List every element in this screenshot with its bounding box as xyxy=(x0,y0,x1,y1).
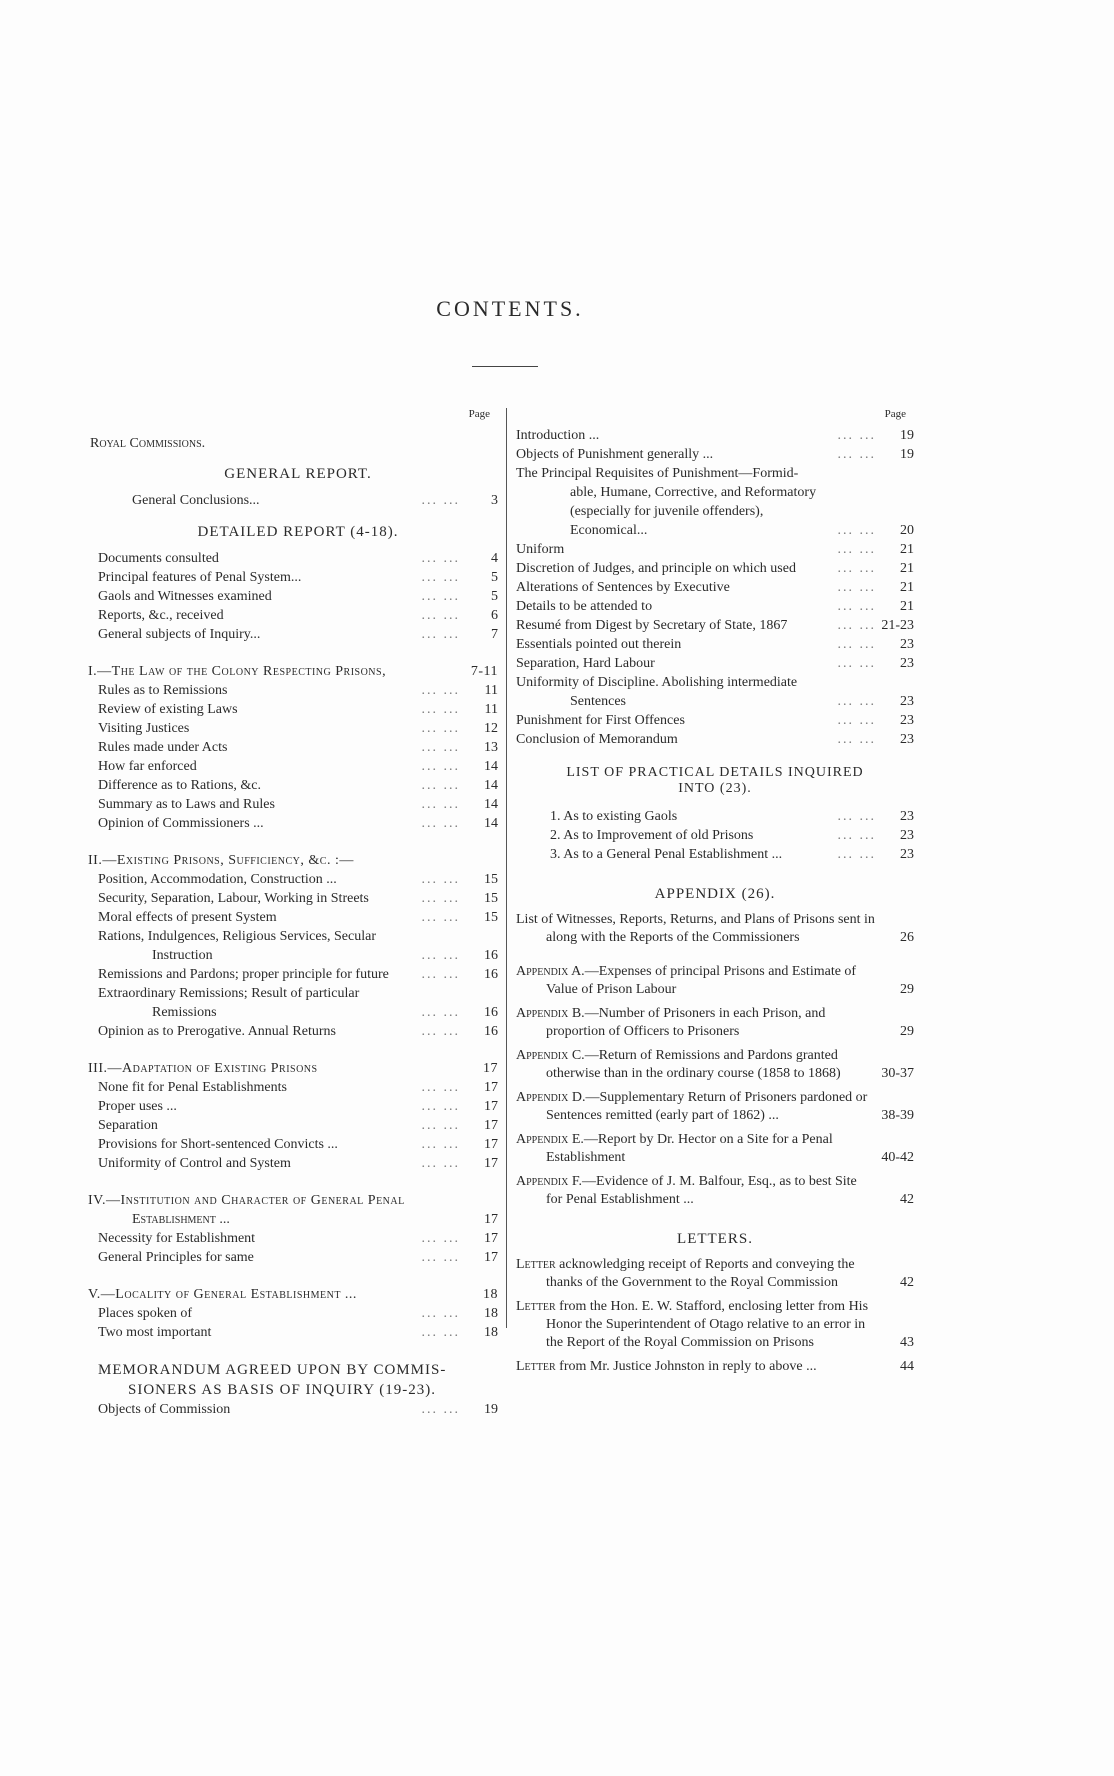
toc-entry-page: 17 xyxy=(484,1137,498,1152)
toc-entry-page: 12 xyxy=(484,721,498,736)
left-column xyxy=(88,408,498,1419)
toc-entry-title: Objects of Commission xyxy=(98,1402,231,1417)
toc-entry xyxy=(98,681,498,700)
toc-entry-title: Discretion of Judges, and principle on which used xyxy=(516,561,796,576)
toc-entry-page: 23 xyxy=(900,694,914,709)
toc-entry-title: Visiting Justices xyxy=(98,721,190,736)
toc-entry-page: 44 xyxy=(900,1359,914,1374)
toc-entry xyxy=(516,464,914,483)
toc-entry-page: 14 xyxy=(484,797,498,812)
toc-entry-title: How far enforced xyxy=(98,759,197,774)
leader-dots: ... ... xyxy=(421,493,460,508)
leader-dots: ... ... xyxy=(421,797,460,812)
toc-entry xyxy=(98,1323,498,1342)
section-4-cont-title: Establishment ... xyxy=(132,1212,230,1227)
toc-entry xyxy=(98,738,498,757)
toc-entry xyxy=(516,502,914,540)
leader-dots: ... ... xyxy=(837,828,876,843)
memorandum-list xyxy=(98,1400,498,1419)
toc-entry-page: 4 xyxy=(491,551,498,566)
section-5-page: 18 xyxy=(483,1287,498,1302)
leader-dots: ... ... xyxy=(421,1080,460,1095)
toc-entry-title: Separation xyxy=(98,1118,158,1133)
entry-lead: Appendix B. xyxy=(516,1006,585,1021)
practical-details-list xyxy=(516,807,914,864)
toc-entry-page: 16 xyxy=(484,1024,498,1039)
toc-entry xyxy=(516,445,914,464)
section-3-title: III.—Adaptation of Existing Prisons xyxy=(88,1061,318,1076)
appendix-list-page: 26 xyxy=(900,930,914,945)
general-report-heading: GENERAL REPORT. xyxy=(224,466,372,482)
leader-dots: ... ... xyxy=(421,778,460,793)
entry-text: —Number of Prisoners in each Prison, and proportion of Officers to Prisoners xyxy=(546,1006,826,1039)
leader-dots: ... ... xyxy=(421,872,460,887)
toc-entry-title xyxy=(516,1131,876,1167)
leader-dots: ... ... xyxy=(421,570,460,585)
section-5-list xyxy=(98,1304,498,1342)
toc-entry-page: 16 xyxy=(484,967,498,982)
entry-text: from the Hon. E. W. Stafford, enclosing letter from His Honor the Superintendent of Otago relative to an error in the Report of the Royal Commission on Prisons xyxy=(546,1299,869,1350)
toc-entry xyxy=(516,807,914,826)
page-label-right: Page xyxy=(884,408,906,420)
page-label: Page xyxy=(468,408,490,420)
toc-entry-page: 15 xyxy=(484,891,498,906)
toc-entry xyxy=(98,795,498,814)
section-5-title: V.—Locality of General Establishment ... xyxy=(88,1287,357,1302)
toc-entry-title: Punishment for First Offences xyxy=(516,713,685,728)
toc-entry xyxy=(516,963,914,999)
toc-entry-title: Uniformity of Control and System xyxy=(98,1156,291,1171)
toc-entry-title: The Principal Requisites of Punishment—Formid- xyxy=(516,466,799,481)
toc-entry-page: 21 xyxy=(900,542,914,557)
toc-entry-page: 19 xyxy=(484,1402,498,1417)
toc-entry-page: 23 xyxy=(900,809,914,824)
appendix-list xyxy=(516,963,914,1209)
toc-entry xyxy=(516,616,914,635)
leader-dots: ... ... xyxy=(421,1402,460,1417)
section-1-page: 7-11 xyxy=(470,664,498,679)
toc-entry xyxy=(516,654,914,673)
section-1-list xyxy=(98,681,498,833)
toc-entry xyxy=(98,625,498,644)
toc-entry-page: 5 xyxy=(491,589,498,604)
leader-dots: ... ... xyxy=(837,599,876,614)
toc-entry-title: General Conclusions... xyxy=(132,493,260,508)
section-4-cont-page: 17 xyxy=(484,1212,498,1227)
leader-dots: ... ... xyxy=(421,816,460,831)
toc-entry xyxy=(98,700,498,719)
toc-entry xyxy=(516,635,914,654)
toc-entry-title xyxy=(516,1358,876,1376)
toc-entry-page: 17 xyxy=(484,1156,498,1171)
memorandum-continued-list xyxy=(516,426,914,749)
entry-text: —Return of Remissions and Pardons granted otherwise than in the ordinary course (1858 to 1868) xyxy=(546,1048,841,1081)
letters-list xyxy=(516,1256,914,1376)
toc-entry-title xyxy=(516,1005,876,1041)
toc-entry xyxy=(98,776,498,795)
toc-entry xyxy=(516,730,914,749)
toc-entry xyxy=(516,540,914,559)
toc-entry xyxy=(98,814,498,833)
leader-dots: ... ... xyxy=(421,1250,460,1265)
toc-entry xyxy=(516,692,914,711)
section-4-heading: IV.—Institution and Character of General Penal xyxy=(88,1193,405,1208)
leader-dots: ... ... xyxy=(421,910,460,925)
toc-entry-title: Places spoken of xyxy=(98,1306,193,1321)
toc-entry-title: Provisions for Short-sentenced Convicts ... xyxy=(98,1137,338,1152)
toc-entry-page: 20 xyxy=(900,523,914,538)
leader-dots: ... ... xyxy=(421,1137,460,1152)
toc-entry-title: Position, Accommodation, Construction ... xyxy=(98,872,337,887)
toc-entry-page: 14 xyxy=(484,816,498,831)
practical-details-heading xyxy=(516,765,914,797)
section-1-heading xyxy=(88,662,498,681)
toc-entry-title: Extraordinary Remissions; Result of particular xyxy=(98,986,360,1001)
toc-entry-title: 2. As to Improvement of old Prisons xyxy=(550,828,754,843)
toc-entry-page: 16 xyxy=(484,1005,498,1020)
toc-entry-title: Review of existing Laws xyxy=(98,702,238,717)
general-report-list xyxy=(98,491,498,510)
toc-entry-page: 19 xyxy=(900,447,914,462)
toc-entry-title: Resumé from Digest by Secretary of State, 1867 xyxy=(516,618,788,633)
entry-text: —Evidence of J. M. Balfour, Esq., as to best Site for Penal Establishment ... xyxy=(546,1174,857,1207)
toc-entry xyxy=(98,1229,498,1248)
toc-entry-title: Reports, &c., received xyxy=(98,608,224,623)
toc-entry-page: 23 xyxy=(900,732,914,747)
toc-entry-title: Rules made under Acts xyxy=(98,740,228,755)
toc-entry xyxy=(516,1005,914,1041)
toc-entry-title: Separation, Hard Labour xyxy=(516,656,655,671)
toc-entry-title xyxy=(516,1298,876,1352)
toc-entry-page: 42 xyxy=(900,1275,914,1290)
toc-entry-page: 38-39 xyxy=(881,1108,914,1123)
toc-entry-title: Alterations of Sentences by Executive xyxy=(516,580,730,595)
toc-entry-title xyxy=(516,1256,876,1292)
toc-entry-title: Opinion of Commissioners ... xyxy=(98,816,264,831)
toc-entry xyxy=(98,1078,498,1097)
toc-entry-page: 17 xyxy=(484,1080,498,1095)
toc-entry-title: Objects of Punishment generally ... xyxy=(516,447,714,462)
title-rule xyxy=(472,366,538,367)
toc-entry-page: 42 xyxy=(900,1192,914,1207)
memorandum-heading-line1: MEMORANDUM AGREED UPON BY COMMIS- xyxy=(98,1362,447,1378)
toc-entry xyxy=(516,1047,914,1083)
letters-heading: LETTERS. xyxy=(677,1231,753,1247)
toc-entry-title: Essentials pointed out therein xyxy=(516,637,682,652)
toc-entry-title xyxy=(516,1047,876,1083)
toc-entry xyxy=(516,1256,914,1292)
toc-entry-title: General subjects of Inquiry... xyxy=(98,627,261,642)
leader-dots: ... ... xyxy=(421,1325,460,1340)
toc-entry xyxy=(516,1298,914,1352)
leader-dots: ... ... xyxy=(837,428,876,443)
leader-dots: ... ... xyxy=(837,847,876,862)
leader-dots: ... ... xyxy=(421,891,460,906)
toc-entry xyxy=(98,889,498,908)
entry-text: from Mr. Justice Johnston in reply to above ... xyxy=(555,1359,817,1374)
appendix-heading: APPENDIX (26). xyxy=(654,886,776,902)
toc-entry-title: Necessity for Establishment xyxy=(98,1231,256,1246)
toc-entry xyxy=(98,984,498,1003)
leader-dots: ... ... xyxy=(421,967,460,982)
toc-entry-page: 15 xyxy=(484,910,498,925)
toc-entry-title: Security, Separation, Labour, Working in Streets xyxy=(98,891,369,906)
section-3-list xyxy=(98,1078,498,1173)
section-5-heading xyxy=(88,1285,498,1304)
leader-dots: ... ... xyxy=(421,1005,460,1020)
toc-entry-title: Gaols and Witnesses examined xyxy=(98,589,272,604)
toc-entry-page: 21 xyxy=(900,580,914,595)
toc-entry-title: Rules as to Remissions xyxy=(98,683,228,698)
toc-entry xyxy=(98,1400,498,1419)
section-2-heading: II.—Existing Prisons, Sufficiency, &c. :— xyxy=(88,853,354,868)
toc-entry-page: 6 xyxy=(491,608,498,623)
toc-entry-page: 43 xyxy=(900,1335,914,1350)
toc-entry xyxy=(516,426,914,445)
toc-entry xyxy=(516,578,914,597)
toc-entry-title xyxy=(516,1089,876,1125)
toc-entry-title: Remissions and Pardons; proper principle for future xyxy=(98,967,389,982)
leader-dots: ... ... xyxy=(421,551,460,566)
entry-text: —Supplementary Return of Prisoners pardoned or Sentences remitted (early part of 1862) ... xyxy=(546,1090,868,1123)
toc-entry-page: 17 xyxy=(484,1250,498,1265)
toc-entry xyxy=(516,1131,914,1167)
toc-entry xyxy=(516,597,914,616)
section-3-heading xyxy=(88,1059,498,1078)
toc-entry-page: 40-42 xyxy=(881,1150,914,1165)
leader-dots: ... ... xyxy=(837,656,876,671)
toc-entry-title: 1. As to existing Gaols xyxy=(550,809,678,824)
toc-entry-page: 17 xyxy=(484,1099,498,1114)
leader-dots: ... ... xyxy=(837,447,876,462)
right-column xyxy=(516,408,914,1376)
leader-dots: ... ... xyxy=(421,702,460,717)
toc-entry-title: Moral effects of present System xyxy=(98,910,277,925)
toc-entry-title: Uniformity of Discipline. Abolishing intermediate xyxy=(516,675,798,690)
toc-entry xyxy=(98,549,498,568)
toc-entry xyxy=(98,1003,498,1022)
toc-entry xyxy=(98,1116,498,1135)
section-4-list xyxy=(98,1229,498,1267)
toc-entry-title: Details to be attended to xyxy=(516,599,653,614)
toc-entry-page: 19 xyxy=(900,428,914,443)
toc-entry xyxy=(98,757,498,776)
toc-entry-page: 3 xyxy=(491,493,498,508)
toc-entry-page: 14 xyxy=(484,778,498,793)
entry-text: —Report by Dr. Hector on a Site for a Penal Establishment xyxy=(546,1132,833,1165)
leader-dots: ... ... xyxy=(421,1156,460,1171)
toc-entry xyxy=(98,719,498,738)
entry-lead: Appendix C. xyxy=(516,1048,585,1063)
entry-text: —Expenses of principal Prisons and Estimate of Value of Prison Labour xyxy=(546,964,857,997)
toc-entry xyxy=(98,927,498,946)
toc-entry-title: General Principles for same xyxy=(98,1250,254,1265)
toc-entry-page: 17 xyxy=(484,1231,498,1246)
leader-dots: ... ... xyxy=(421,1231,460,1246)
toc-entry-page: 23 xyxy=(900,637,914,652)
leader-dots: ... ... xyxy=(837,618,876,633)
leader-dots: ... ... xyxy=(421,683,460,698)
leader-dots: ... ... xyxy=(421,740,460,755)
leader-dots: ... ... xyxy=(421,608,460,623)
toc-entry-page: 11 xyxy=(484,683,498,698)
appendix-list-entry xyxy=(516,911,914,947)
leader-dots: ... ... xyxy=(421,721,460,736)
leader-dots: ... ... xyxy=(837,580,876,595)
section-1-title: I.—The Law of the Colony Respecting Prisons, xyxy=(88,664,387,679)
toc-entry-page: 29 xyxy=(900,982,914,997)
toc-entry-page: 29 xyxy=(900,1024,914,1039)
toc-entry xyxy=(516,1089,914,1125)
practical-heading-line2: INTO (23). xyxy=(678,781,752,796)
leader-dots: ... ... xyxy=(837,561,876,576)
toc-entry-page: 11 xyxy=(484,702,498,717)
leader-dots: ... ... xyxy=(421,1306,460,1321)
detailed-report-list xyxy=(98,549,498,644)
memorandum-heading-line2: SIONERS AS BASIS OF INQUIRY (19-23). xyxy=(128,1382,436,1398)
toc-entry-page: 7 xyxy=(491,627,498,642)
entry-lead: Appendix A. xyxy=(516,964,585,979)
toc-entry-title: Difference as to Rations, &c. xyxy=(98,778,262,793)
entry-lead: Letter xyxy=(516,1359,556,1374)
toc-entry xyxy=(516,559,914,578)
toc-entry xyxy=(516,711,914,730)
leader-dots: ... ... xyxy=(421,948,460,963)
toc-entry-title: Introduction ... xyxy=(516,428,600,443)
leader-dots: ... ... xyxy=(421,627,460,642)
toc-entry-page: 23 xyxy=(900,828,914,843)
toc-entry-title: Uniform xyxy=(516,542,565,557)
leader-dots: ... ... xyxy=(837,694,876,709)
toc-entry-title xyxy=(516,963,876,999)
toc-entry xyxy=(516,826,914,845)
toc-entry-page: 21-23 xyxy=(881,618,914,633)
toc-entry-page: 15 xyxy=(484,872,498,887)
toc-entry xyxy=(516,845,914,864)
toc-entry xyxy=(98,965,498,984)
leader-dots: ... ... xyxy=(421,1118,460,1133)
column-divider xyxy=(506,408,507,1328)
toc-entry xyxy=(98,491,498,510)
toc-entry xyxy=(98,1304,498,1323)
toc-entry-title: (especially for juvenile offenders), Economical... xyxy=(570,504,764,538)
royal-commissions-heading: Royal Commissions. xyxy=(90,436,206,451)
toc-entry-title: Proper uses ... xyxy=(98,1099,177,1114)
toc-entry-page: 14 xyxy=(484,759,498,774)
toc-entry-page: 21 xyxy=(900,561,914,576)
toc-entry xyxy=(516,673,914,692)
memorandum-heading xyxy=(98,1360,498,1400)
entry-lead: Appendix F. xyxy=(516,1174,583,1189)
detailed-report-heading: DETAILED REPORT (4-18). xyxy=(197,524,399,540)
toc-entry-title: Summary as to Laws and Rules xyxy=(98,797,275,812)
toc-entry xyxy=(98,908,498,927)
entry-lead: Appendix D. xyxy=(516,1090,586,1105)
toc-entry-page: 17 xyxy=(484,1118,498,1133)
toc-entry-page: 13 xyxy=(484,740,498,755)
toc-entry-page: 5 xyxy=(491,570,498,585)
entry-lead: Letter xyxy=(516,1299,556,1314)
toc-entry xyxy=(516,483,914,502)
toc-entry xyxy=(98,606,498,625)
toc-entry-title: Instruction xyxy=(152,948,213,963)
leader-dots: ... ... xyxy=(837,637,876,652)
section-3-page: 17 xyxy=(483,1061,498,1076)
toc-entry xyxy=(516,1358,914,1376)
toc-entry-title: Remissions xyxy=(152,1005,217,1020)
entry-text: acknowledging receipt of Reports and conveying the thanks of the Government to the Royal Commission xyxy=(546,1257,855,1290)
toc-entry-page: 23 xyxy=(900,656,914,671)
leader-dots: ... ... xyxy=(837,732,876,747)
toc-entry-title: Documents consulted xyxy=(98,551,219,566)
leader-dots: ... ... xyxy=(421,1099,460,1114)
toc-entry-title: Conclusion of Memorandum xyxy=(516,732,678,747)
toc-entry xyxy=(98,946,498,965)
toc-entry-title: 3. As to a General Penal Establishment ... xyxy=(550,847,783,862)
appendix-list-text: List of Witnesses, Reports, Returns, and Plans of Prisons sent in along with the Reports of the Commissioners xyxy=(516,912,875,945)
toc-entry-page: 18 xyxy=(484,1325,498,1340)
entry-lead: Letter xyxy=(516,1257,556,1272)
toc-entry-title: Sentences xyxy=(570,694,626,709)
toc-entry-page: 21 xyxy=(900,599,914,614)
toc-entry-page: 23 xyxy=(900,713,914,728)
toc-entry-page: 16 xyxy=(484,948,498,963)
toc-entry xyxy=(98,568,498,587)
leader-dots: ... ... xyxy=(837,542,876,557)
toc-entry xyxy=(98,1248,498,1267)
toc-entry xyxy=(516,1173,914,1209)
toc-entry-title: Two most important xyxy=(98,1325,212,1340)
toc-entry xyxy=(98,1097,498,1116)
toc-entry xyxy=(98,1135,498,1154)
toc-entry xyxy=(98,870,498,889)
toc-entry xyxy=(98,1154,498,1173)
toc-entry xyxy=(98,1022,498,1041)
toc-entry-page: 30-37 xyxy=(881,1066,914,1081)
leader-dots: ... ... xyxy=(421,1024,460,1039)
practical-heading-line1: LIST OF PRACTICAL DETAILS INQUIRED xyxy=(566,765,864,780)
section-4-continuation xyxy=(98,1210,498,1229)
toc-entry-title xyxy=(516,1173,876,1209)
entry-lead: Appendix E. xyxy=(516,1132,584,1147)
toc-entry-title: None fit for Penal Establishments xyxy=(98,1080,287,1095)
leader-dots: ... ... xyxy=(837,713,876,728)
leader-dots: ... ... xyxy=(421,589,460,604)
page-title: CONTENTS. xyxy=(436,296,584,321)
toc-entry-title: Principal features of Penal System... xyxy=(98,570,302,585)
leader-dots: ... ... xyxy=(421,759,460,774)
toc-entry-page: 18 xyxy=(484,1306,498,1321)
leader-dots: ... ... xyxy=(837,809,876,824)
toc-entry-page: 23 xyxy=(900,847,914,862)
toc-entry-title: Opinion as to Prerogative. Annual Returns xyxy=(98,1024,336,1039)
toc-entry-title: able, Humane, Corrective, and Reformatory xyxy=(570,485,817,500)
toc-entry-title: Rations, Indulgences, Religious Services, Secular xyxy=(98,929,376,944)
toc-entry xyxy=(98,587,498,606)
leader-dots: ... ... xyxy=(837,523,876,538)
section-2-list xyxy=(98,870,498,1041)
